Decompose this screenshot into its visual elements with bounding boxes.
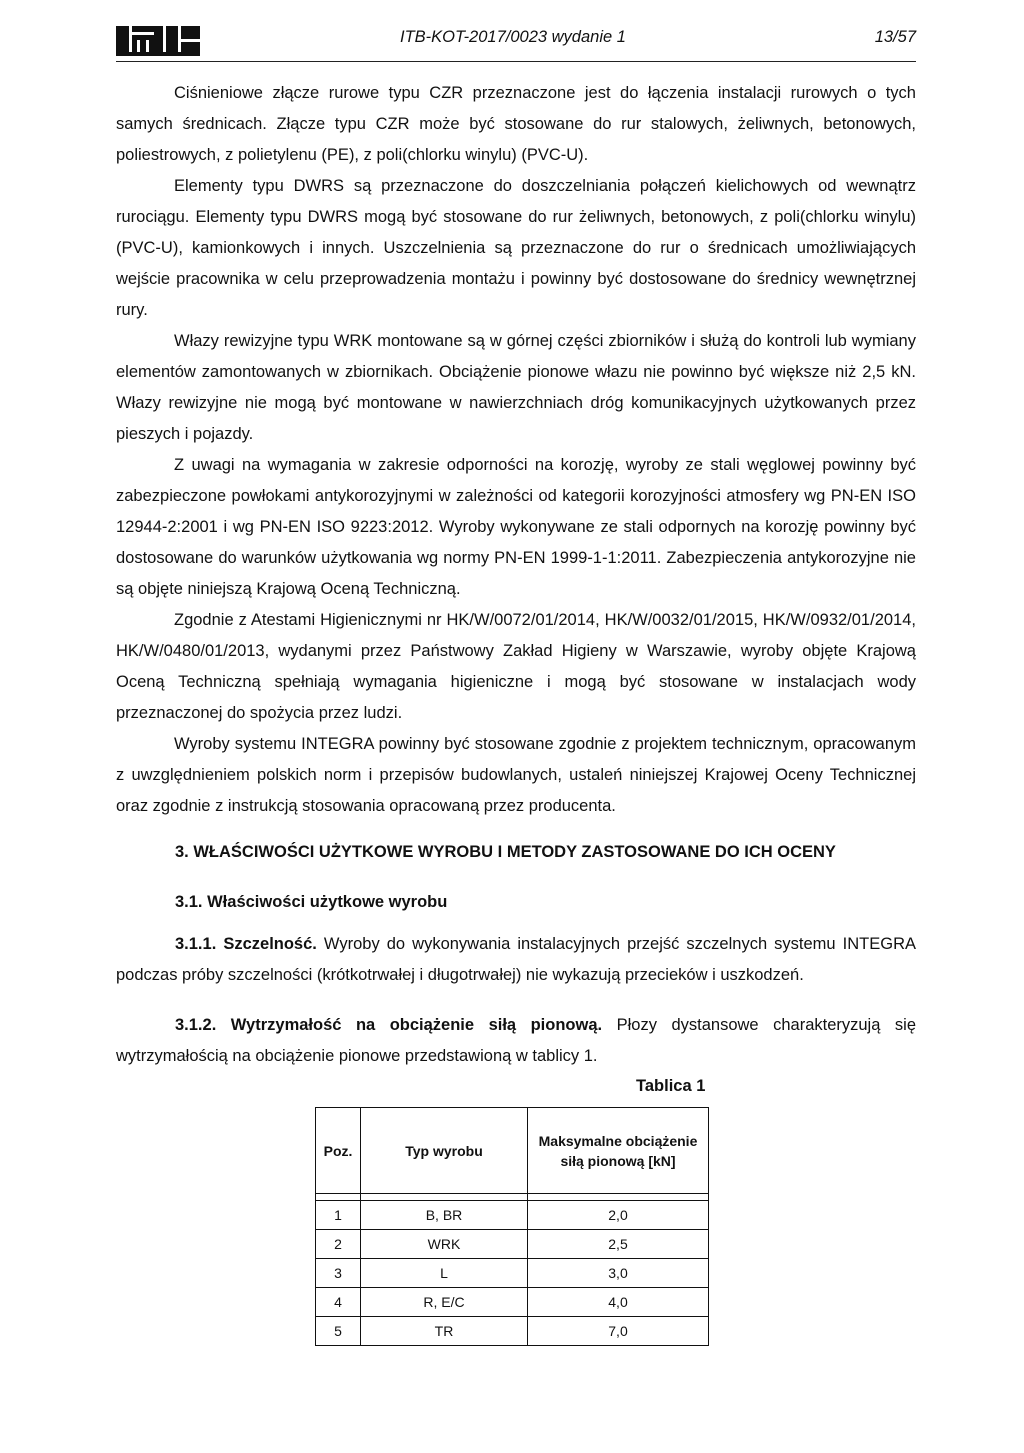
- paragraph-wrk: Włazy rewizyjne typu WRK montowane są w górnej części zbiorników i służą do kontroli lub wymiany elementów zamontowanych w zbiornikach. Obciążenie pionowe włazu nie powinno być większe niż 2,5 kN. Włazy rewizyjne nie mogą być montowane w nawierzchniach dróg komunikacyjnych użytkowanych przez pieszych i pojazdy.: [116, 332, 916, 443]
- cell-typ: TR: [361, 1317, 528, 1346]
- table-1: [315, 1107, 709, 1346]
- cell-poz: 4: [316, 1288, 361, 1317]
- cell-typ: R, E/C: [361, 1288, 528, 1317]
- section-3-1-heading: 3.1. Właściwości użytkowe wyrobu: [175, 893, 448, 911]
- table-spacer: [316, 1194, 709, 1201]
- section-3-heading: 3. WŁAŚCIWOŚCI UŻYTKOWE WYROBU I METODY ZASTOSOWANE DO ICH OCENY: [175, 843, 836, 861]
- cell-poz: 2: [316, 1230, 361, 1259]
- itb-logo: [116, 26, 200, 56]
- body-text: [116, 78, 916, 822]
- table-row: [316, 1317, 709, 1346]
- cell-typ: L: [361, 1259, 528, 1288]
- cell-poz: 5: [316, 1317, 361, 1346]
- cell-load: 2,5: [528, 1230, 709, 1259]
- paragraph-corrosion: Z uwagi na wymagania w zakresie odporności na korozję, wyroby ze stali węglowej powinny być zabezpieczone powłokami antykorozyjnymi w zależności od kategorii korozyjności atmosfery wg PN-EN ISO 12944-2:2001 i wg PN-EN ISO 9223:2012. Wyroby wykonywane ze stali odpornych na korozję powinny być dostosowane do warunków użytkowania wg normy PN-EN 1999-1-1:2011. Zabezpieczenia antykorozyjne nie są objęte niniejszą Krajową Oceną Techniczną.: [116, 456, 916, 598]
- header-max-load: Maksymalne obciążenie siłą pionową [kN]: [528, 1108, 709, 1194]
- cell-load: 4,0: [528, 1288, 709, 1317]
- paragraph-hygiene: Zgodnie z Atestami Higienicznymi nr HK/W/0072/01/2014, HK/W/0032/01/2015, HK/W/0932/01/2014, HK/W/0480/01/2013, wydanymi przez Państwowy Zakład Higieny w Warszawie, wyroby objęte Krajową Oceną Techniczną spełniają wymagania higieniczne i mogą być stosowane w instalacjach wody przeznaczonej do spożycia przez ludzi.: [116, 611, 916, 722]
- table-header-row: [316, 1108, 709, 1194]
- cell-load: 2,0: [528, 1201, 709, 1230]
- cell-poz: 3: [316, 1259, 361, 1288]
- header-typ: Typ wyrobu: [361, 1108, 528, 1194]
- text-3-1-1: Wyroby do wykonywania instalacyjnych przejść szczelnych systemu INTEGRA podczas próby szczelności (krótkotrwałej i długotrwałej) nie wykazują przecieków i uszkodzeń.: [116, 935, 916, 984]
- label-3-1-2: 3.1.2. Wytrzymałość na obciążenie siłą pionową.: [175, 1016, 603, 1034]
- text-3-1-2: Płozy dystansowe charakteryzują się wytrzymałością na obciążenie pionowe przedstawioną w tablicy 1.: [116, 1016, 916, 1065]
- header-poz: Poz.: [316, 1108, 361, 1194]
- header-rule: [116, 61, 916, 62]
- table-row: [316, 1230, 709, 1259]
- page-header: [116, 24, 916, 64]
- cell-typ: WRK: [361, 1230, 528, 1259]
- table-caption: Tablica 1: [636, 1077, 706, 1095]
- table-row: [316, 1201, 709, 1230]
- table-row: [316, 1288, 709, 1317]
- document-id: ITB-KOT-2017/0023 wydanie 1: [400, 28, 626, 46]
- label-3-1-1: 3.1.1. Szczelność.: [175, 935, 317, 953]
- cell-load: 3,0: [528, 1259, 709, 1288]
- cell-poz: 1: [316, 1201, 361, 1230]
- page-number: 13/57: [874, 28, 916, 46]
- paragraph-dwrs: Elementy typu DWRS są przeznaczone do doszczelniania połączeń kielichowych od wewnątrz rurociągu. Elementy typu DWRS mogą być stosowane do rur żeliwnych, betonowych, z poli(chlorku winylu) (PVC-U), kamionkowych i innych. Uszczelnienia są przeznaczone do rur o średnicach umożliwiających wejście pracownika w celu przeprowadzenia montażu i powinny być dostosowane do średnicy wewnętrznej rury.: [116, 177, 916, 319]
- table-row: [316, 1259, 709, 1288]
- paragraph-3-1-1: [116, 929, 916, 991]
- paragraph-czr: Ciśnieniowe złącze rurowe typu CZR przeznaczone jest do łączenia instalacji rurowych o tych samych średnicach. Złącze typu CZR może być stosowane do rur stalowych, żeliwnych, betonowych, poliestrowych, z polietylenu (PE), z poli(chlorku winylu) (PVC-U).: [116, 84, 916, 164]
- paragraph-usage: Wyroby systemu INTEGRA powinny być stosowane zgodnie z projektem technicznym, opracowanym z uwzględnieniem polskich norm i przepisów budowlanych, ustaleń niniejszej Krajowej Oceny Technicznej oraz zgodnie z instrukcją stosowania opracowaną przez producenta.: [116, 735, 916, 815]
- cell-typ: B, BR: [361, 1201, 528, 1230]
- cell-load: 7,0: [528, 1317, 709, 1346]
- paragraph-3-1-2: [116, 1010, 916, 1072]
